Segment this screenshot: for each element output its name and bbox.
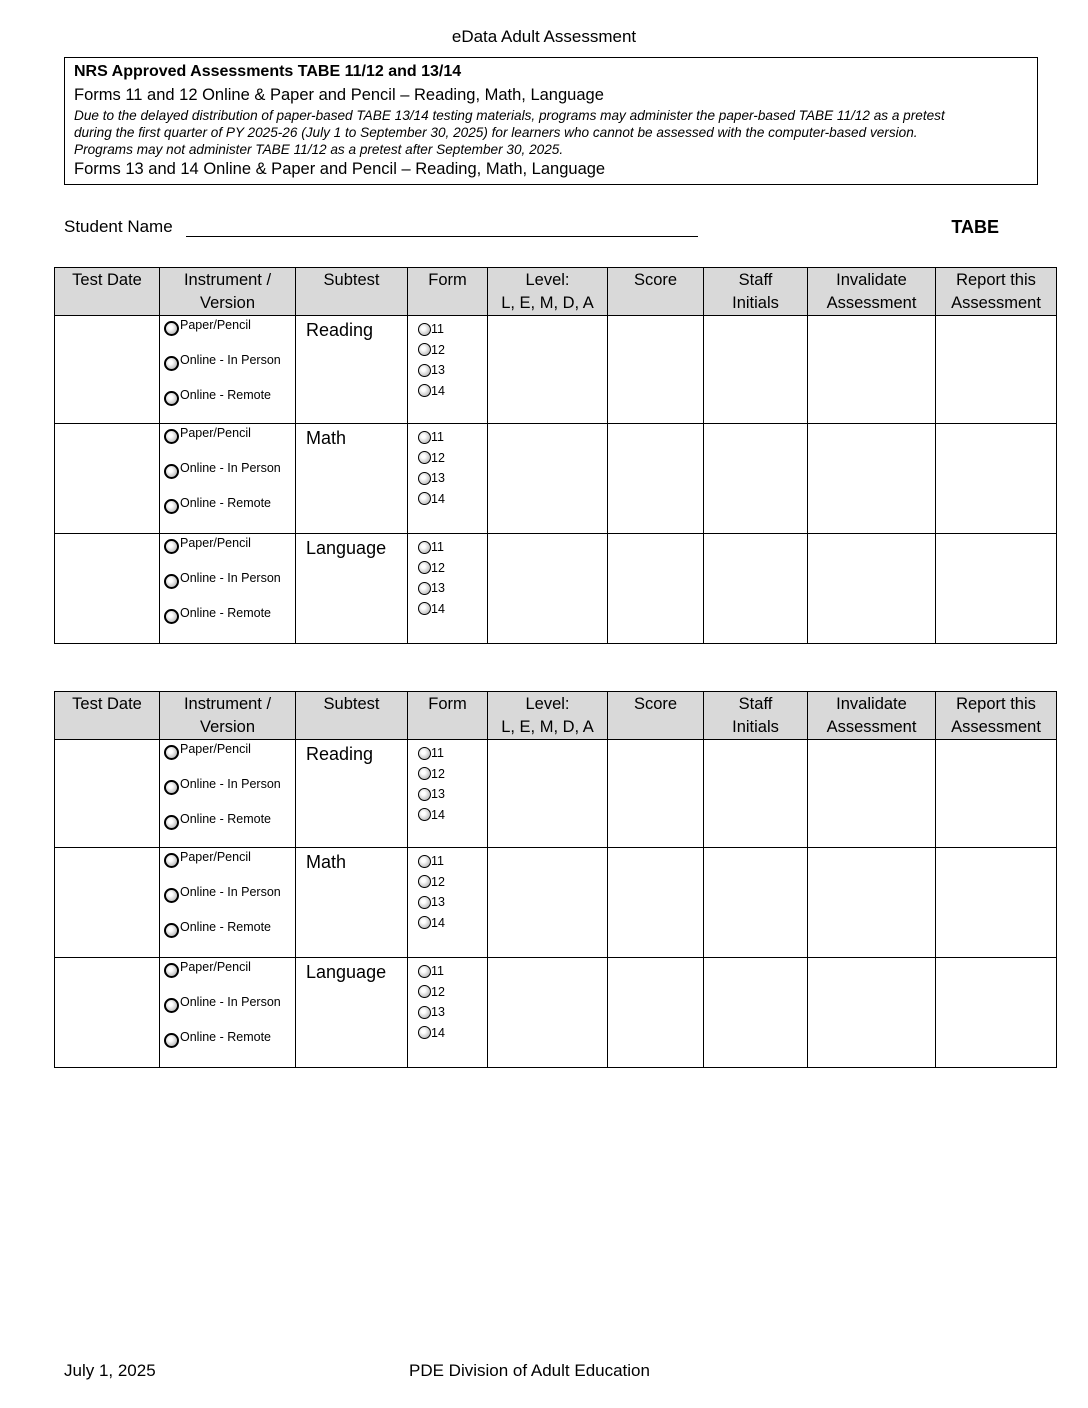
- radio-button-icon[interactable]: [418, 431, 431, 444]
- form-option[interactable]: [418, 448, 487, 469]
- header-text: Report this: [956, 271, 1036, 289]
- radio-button-icon[interactable]: [418, 602, 431, 615]
- score-cell[interactable]: [608, 958, 704, 1068]
- header-text: Assessment: [951, 718, 1041, 736]
- form-option[interactable]: [418, 489, 487, 510]
- header-instrument-version: [160, 692, 296, 740]
- instrument-option[interactable]: [164, 777, 295, 812]
- header-text: Instrument /: [183, 271, 272, 289]
- form-option-label: 12: [431, 766, 445, 781]
- instrument-options: [160, 424, 295, 531]
- page-header-title: eData Adult Assessment: [451, 27, 637, 46]
- instrument-cell: [160, 740, 296, 848]
- form-option-label: 12: [431, 450, 445, 465]
- invalidate-cell[interactable]: [808, 424, 936, 534]
- test-date-cell[interactable]: [55, 848, 160, 958]
- assessment-type-label: TABE: [951, 217, 999, 237]
- staff-initials-cell[interactable]: [704, 424, 808, 534]
- form-option[interactable]: [418, 961, 487, 982]
- form-option-label: 14: [431, 915, 445, 930]
- form-option-label: 11: [431, 854, 444, 869]
- form-options: [408, 316, 487, 401]
- instrument-option-label: Online - In Person: [180, 461, 281, 475]
- form-option-label: 13: [431, 895, 445, 910]
- instrument-option-label: Online - In Person: [180, 571, 281, 585]
- subtest-name: Reading: [306, 744, 374, 764]
- radio-button-icon[interactable]: [418, 323, 431, 336]
- subtest-name: Math: [306, 852, 347, 872]
- radio-button-icon[interactable]: [164, 391, 179, 406]
- radio-button-icon[interactable]: [418, 965, 431, 978]
- radio-button-icon[interactable]: [164, 574, 179, 589]
- radio-button-icon[interactable]: [418, 343, 431, 356]
- student-name-label: Student Name: [64, 217, 173, 236]
- invalidate-cell[interactable]: [808, 848, 936, 958]
- form-option-label: 11: [431, 540, 444, 555]
- form-cell: [408, 958, 488, 1068]
- header-invalidate-assessment: [808, 692, 936, 740]
- radio-button-icon[interactable]: [164, 609, 179, 624]
- header-text: Report this: [956, 695, 1036, 713]
- radio-button-icon[interactable]: [418, 1006, 431, 1019]
- radio-button-icon[interactable]: [164, 888, 179, 903]
- header-level: [488, 268, 608, 316]
- form-option-label: 13: [431, 787, 445, 802]
- instrument-option-label: Online - Remote: [180, 496, 272, 510]
- header-text: Version: [199, 718, 256, 736]
- form-options: [408, 534, 487, 619]
- header-text: Score: [633, 695, 678, 713]
- header-score: [608, 692, 704, 740]
- radio-button-icon[interactable]: [164, 429, 179, 444]
- subtest-cell: [296, 316, 408, 424]
- radio-button-icon[interactable]: [164, 464, 179, 479]
- report-cell[interactable]: [936, 740, 1057, 848]
- radio-button-icon[interactable]: [418, 451, 431, 464]
- instrument-cell: [160, 316, 296, 424]
- header-text: Staff: [738, 695, 773, 713]
- header-text: Version: [199, 294, 256, 312]
- table-row-reading: [55, 316, 1057, 424]
- radio-button-icon[interactable]: [418, 875, 431, 888]
- radio-button-icon[interactable]: [418, 1026, 431, 1039]
- nrs-note-line: during the first quarter of PY 2025-26 (July 1 to September 30, 2025) for learners who cannot be assessed with the computer-based version.: [74, 125, 918, 140]
- instrument-option[interactable]: [164, 388, 295, 423]
- report-cell[interactable]: [936, 534, 1057, 644]
- subtest-cell: [296, 958, 408, 1068]
- instrument-option-label: Online - In Person: [180, 777, 281, 791]
- header-instrument-version: [160, 268, 296, 316]
- instrument-option-label: Online - Remote: [180, 920, 272, 934]
- nrs-info-box: [64, 57, 1038, 185]
- radio-button-icon[interactable]: [418, 855, 431, 868]
- table-row-math: [55, 848, 1057, 958]
- form-options: [408, 958, 487, 1043]
- score-cell[interactable]: [608, 316, 704, 424]
- form-option-label: 11: [431, 322, 444, 337]
- header-text: Test Date: [72, 695, 142, 713]
- form-option[interactable]: [418, 892, 487, 913]
- radio-button-icon[interactable]: [418, 985, 431, 998]
- staff-initials-cell[interactable]: [704, 958, 808, 1068]
- header-text: Invalidate: [836, 695, 907, 713]
- radio-button-icon[interactable]: [418, 561, 431, 574]
- form-option[interactable]: [418, 381, 487, 402]
- header-text: Staff: [738, 271, 773, 289]
- score-cell[interactable]: [608, 534, 704, 644]
- score-cell[interactable]: [608, 424, 704, 534]
- subtest-name: Language: [306, 538, 387, 558]
- header-form: [408, 692, 488, 740]
- radio-button-icon[interactable]: [418, 767, 431, 780]
- test-date-cell[interactable]: [55, 534, 160, 644]
- nrs-title: NRS Approved Assessments TABE 11/12 and 13/14: [74, 63, 462, 80]
- instrument-options: [160, 534, 295, 641]
- radio-button-icon[interactable]: [418, 747, 431, 760]
- radio-button-icon[interactable]: [418, 384, 431, 397]
- report-cell[interactable]: [936, 424, 1057, 534]
- form-option[interactable]: [418, 872, 487, 893]
- instrument-option[interactable]: [164, 960, 295, 995]
- header-text: Form: [428, 271, 467, 289]
- form-option[interactable]: [418, 427, 487, 448]
- form-option[interactable]: [418, 1023, 487, 1044]
- form-option-label: 14: [431, 1025, 445, 1040]
- header-staff-initials: [704, 268, 808, 316]
- instrument-option[interactable]: [164, 496, 295, 531]
- form-option-label: 11: [431, 430, 444, 445]
- instrument-option-label: Paper/Pencil: [180, 318, 251, 332]
- table-row-math: [55, 424, 1057, 534]
- staff-initials-cell[interactable]: [704, 740, 808, 848]
- header-text: Test Date: [72, 271, 142, 289]
- score-cell[interactable]: [608, 848, 704, 958]
- instrument-option-label: Online - Remote: [180, 812, 272, 826]
- header-level: [488, 692, 608, 740]
- form-cell: [408, 848, 488, 958]
- instrument-option[interactable]: [164, 850, 295, 885]
- radio-button-icon[interactable]: [164, 321, 179, 336]
- instrument-option[interactable]: [164, 353, 295, 388]
- instrument-option-label: Paper/Pencil: [180, 850, 251, 864]
- radio-button-icon[interactable]: [418, 916, 431, 929]
- invalidate-cell[interactable]: [808, 958, 936, 1068]
- subtest-cell: [296, 848, 408, 958]
- radio-button-icon[interactable]: [164, 745, 179, 760]
- form-option-label: 14: [431, 807, 445, 822]
- level-cell[interactable]: [488, 534, 608, 644]
- header-text: Instrument /: [183, 695, 272, 713]
- radio-button-icon[interactable]: [418, 582, 431, 595]
- instrument-options: [160, 958, 295, 1065]
- instrument-option-label: Online - Remote: [180, 1030, 272, 1044]
- form-option[interactable]: [418, 468, 487, 489]
- radio-button-icon[interactable]: [164, 1033, 179, 1048]
- radio-button-icon[interactable]: [418, 492, 431, 505]
- radio-button-icon[interactable]: [164, 998, 179, 1013]
- instrument-cell: [160, 424, 296, 534]
- radio-button-icon[interactable]: [164, 780, 179, 795]
- form-cell: [408, 534, 488, 644]
- form-option-label: 13: [431, 1005, 445, 1020]
- form-cell: [408, 424, 488, 534]
- level-cell[interactable]: [488, 848, 608, 958]
- instrument-cell: [160, 958, 296, 1068]
- table-row-language: [55, 958, 1057, 1068]
- instrument-option[interactable]: [164, 812, 295, 847]
- table-header-row: [55, 268, 1057, 316]
- header-text: L, E, M, D, A: [501, 718, 594, 736]
- form-option[interactable]: [418, 340, 487, 361]
- score-cell[interactable]: [608, 740, 704, 848]
- instrument-option[interactable]: [164, 536, 295, 571]
- instrument-option-label: Paper/Pencil: [180, 742, 251, 756]
- test-date-cell[interactable]: [55, 958, 160, 1068]
- instrument-option[interactable]: [164, 606, 295, 641]
- instrument-option-label: Paper/Pencil: [180, 536, 251, 550]
- instrument-cell: [160, 848, 296, 958]
- instrument-option[interactable]: [164, 920, 295, 955]
- form-option-label: 13: [431, 363, 445, 378]
- header-invalidate-assessment: [808, 268, 936, 316]
- header-text: Subtest: [323, 695, 380, 713]
- radio-button-icon[interactable]: [418, 364, 431, 377]
- footer-organization: PDE Division of Adult Education: [409, 1361, 650, 1380]
- header-text: Assessment: [826, 294, 917, 312]
- header-text: L, E, M, D, A: [501, 294, 594, 312]
- instrument-option-label: Online - In Person: [180, 353, 281, 367]
- forms-13-14-line: Forms 13 and 14 Online & Paper and Pencil – Reading, Math, Language: [74, 160, 606, 178]
- form-option-label: 12: [431, 984, 445, 999]
- student-name-field[interactable]: [186, 236, 698, 237]
- header-text: Invalidate: [836, 271, 907, 289]
- instrument-option[interactable]: [164, 1030, 295, 1065]
- form-option[interactable]: [418, 360, 487, 381]
- header-text: Form: [428, 695, 467, 713]
- staff-initials-cell[interactable]: [704, 848, 808, 958]
- form-option[interactable]: [418, 982, 487, 1003]
- instrument-options: [160, 740, 295, 847]
- test-date-cell[interactable]: [55, 316, 160, 424]
- subtest-name: Math: [306, 428, 347, 448]
- instrument-option-label: Online - Remote: [180, 606, 272, 620]
- table-row-language: [55, 534, 1057, 644]
- header-report-assessment: [936, 692, 1057, 740]
- form-option-label: 14: [431, 601, 445, 616]
- instrument-options: [160, 316, 295, 423]
- header-report-assessment: [936, 268, 1057, 316]
- footer-date: July 1, 2025: [64, 1361, 156, 1380]
- radio-button-icon[interactable]: [164, 815, 179, 830]
- form-option[interactable]: [418, 319, 487, 340]
- subtest-cell: [296, 534, 408, 644]
- nrs-note-line: Due to the delayed distribution of paper-based TABE 13/14 testing materials, programs may administer the paper-based TABE 11/12 as a pretest: [74, 108, 945, 123]
- radio-button-icon[interactable]: [418, 541, 431, 554]
- instrument-option-label: Paper/Pencil: [180, 426, 251, 440]
- form-cell: [408, 740, 488, 848]
- invalidate-cell[interactable]: [808, 534, 936, 644]
- nrs-note-line: Programs may not administer TABE 11/12 as a pretest after September 30, 2025.: [74, 142, 564, 157]
- invalidate-cell[interactable]: [808, 316, 936, 424]
- form-option[interactable]: [418, 599, 487, 620]
- form-options: [408, 424, 487, 509]
- level-cell[interactable]: [488, 424, 608, 534]
- form-option-label: 14: [431, 383, 445, 398]
- form-option[interactable]: [418, 851, 487, 872]
- instrument-option[interactable]: [164, 995, 295, 1030]
- test-date-cell[interactable]: [55, 740, 160, 848]
- staff-initials-cell[interactable]: [704, 316, 808, 424]
- subtest-cell: [296, 740, 408, 848]
- report-cell[interactable]: [936, 958, 1057, 1068]
- form-option[interactable]: [418, 784, 487, 805]
- instrument-option[interactable]: [164, 461, 295, 496]
- subtest-name: Reading: [306, 320, 374, 340]
- invalidate-cell[interactable]: [808, 740, 936, 848]
- assessment-table: [54, 691, 1057, 1068]
- radio-button-icon[interactable]: [164, 923, 179, 938]
- student-name-row: [64, 217, 999, 243]
- instrument-option-label: Online - Remote: [180, 388, 272, 402]
- instrument-option[interactable]: [164, 318, 295, 353]
- header-staff-initials: [704, 692, 808, 740]
- header-text: Score: [633, 271, 678, 289]
- form-options: [408, 740, 487, 825]
- form-option[interactable]: [418, 764, 487, 785]
- form-option-label: 13: [431, 581, 445, 596]
- report-cell[interactable]: [936, 848, 1057, 958]
- form-option-label: 11: [431, 964, 444, 979]
- header-subtest: [296, 268, 408, 316]
- subtest-cell: [296, 424, 408, 534]
- radio-button-icon[interactable]: [418, 896, 431, 909]
- radio-button-icon[interactable]: [418, 472, 431, 485]
- header-text: Subtest: [323, 271, 380, 289]
- form-cell: [408, 316, 488, 424]
- radio-button-icon[interactable]: [164, 356, 179, 371]
- form-option-label: 13: [431, 471, 445, 486]
- header-test-date: [55, 692, 160, 740]
- instrument-option-label: Online - In Person: [180, 995, 281, 1009]
- header-score: [608, 268, 704, 316]
- form-option[interactable]: [418, 578, 487, 599]
- form-option-label: 14: [431, 491, 445, 506]
- instrument-option[interactable]: [164, 885, 295, 920]
- radio-button-icon[interactable]: [418, 788, 431, 801]
- header-text: Level:: [525, 695, 570, 713]
- table-row-reading: [55, 740, 1057, 848]
- radio-button-icon[interactable]: [164, 499, 179, 514]
- instrument-option-label: Online - In Person: [180, 885, 281, 899]
- form-option[interactable]: [418, 1002, 487, 1023]
- radio-button-icon[interactable]: [164, 853, 179, 868]
- header-text: Initials: [732, 294, 779, 312]
- form-option-label: 11: [431, 746, 444, 761]
- header-text: Level:: [525, 271, 570, 289]
- form-options: [408, 848, 487, 933]
- level-cell[interactable]: [488, 316, 608, 424]
- header-form: [408, 268, 488, 316]
- instrument-cell: [160, 534, 296, 644]
- instrument-option[interactable]: [164, 742, 295, 777]
- form-option-label: 12: [431, 874, 445, 889]
- level-cell[interactable]: [488, 958, 608, 1068]
- instrument-option[interactable]: [164, 571, 295, 606]
- form-option[interactable]: [418, 805, 487, 826]
- test-date-cell[interactable]: [55, 424, 160, 534]
- staff-initials-cell[interactable]: [704, 534, 808, 644]
- form-option-label: 12: [431, 560, 445, 575]
- instrument-options: [160, 848, 295, 955]
- subtest-name: Language: [306, 962, 387, 982]
- assessment-table: [54, 267, 1057, 644]
- forms-11-12-line: Forms 11 and 12 Online & Paper and Pencil – Reading, Math, Language: [74, 86, 604, 104]
- header-subtest: [296, 692, 408, 740]
- form-option[interactable]: [418, 537, 487, 558]
- instrument-option[interactable]: [164, 426, 295, 461]
- form-option[interactable]: [418, 913, 487, 934]
- header-text: Assessment: [951, 294, 1041, 312]
- radio-button-icon[interactable]: [164, 539, 179, 554]
- radio-button-icon[interactable]: [418, 808, 431, 821]
- form-option-label: 12: [431, 342, 445, 357]
- level-cell[interactable]: [488, 740, 608, 848]
- header-test-date: [55, 268, 160, 316]
- radio-button-icon[interactable]: [164, 963, 179, 978]
- header-text: Initials: [732, 718, 779, 736]
- header-text: Assessment: [826, 718, 917, 736]
- form-option[interactable]: [418, 558, 487, 579]
- table-header-row: [55, 692, 1057, 740]
- report-cell[interactable]: [936, 316, 1057, 424]
- form-option[interactable]: [418, 743, 487, 764]
- instrument-option-label: Paper/Pencil: [180, 960, 251, 974]
